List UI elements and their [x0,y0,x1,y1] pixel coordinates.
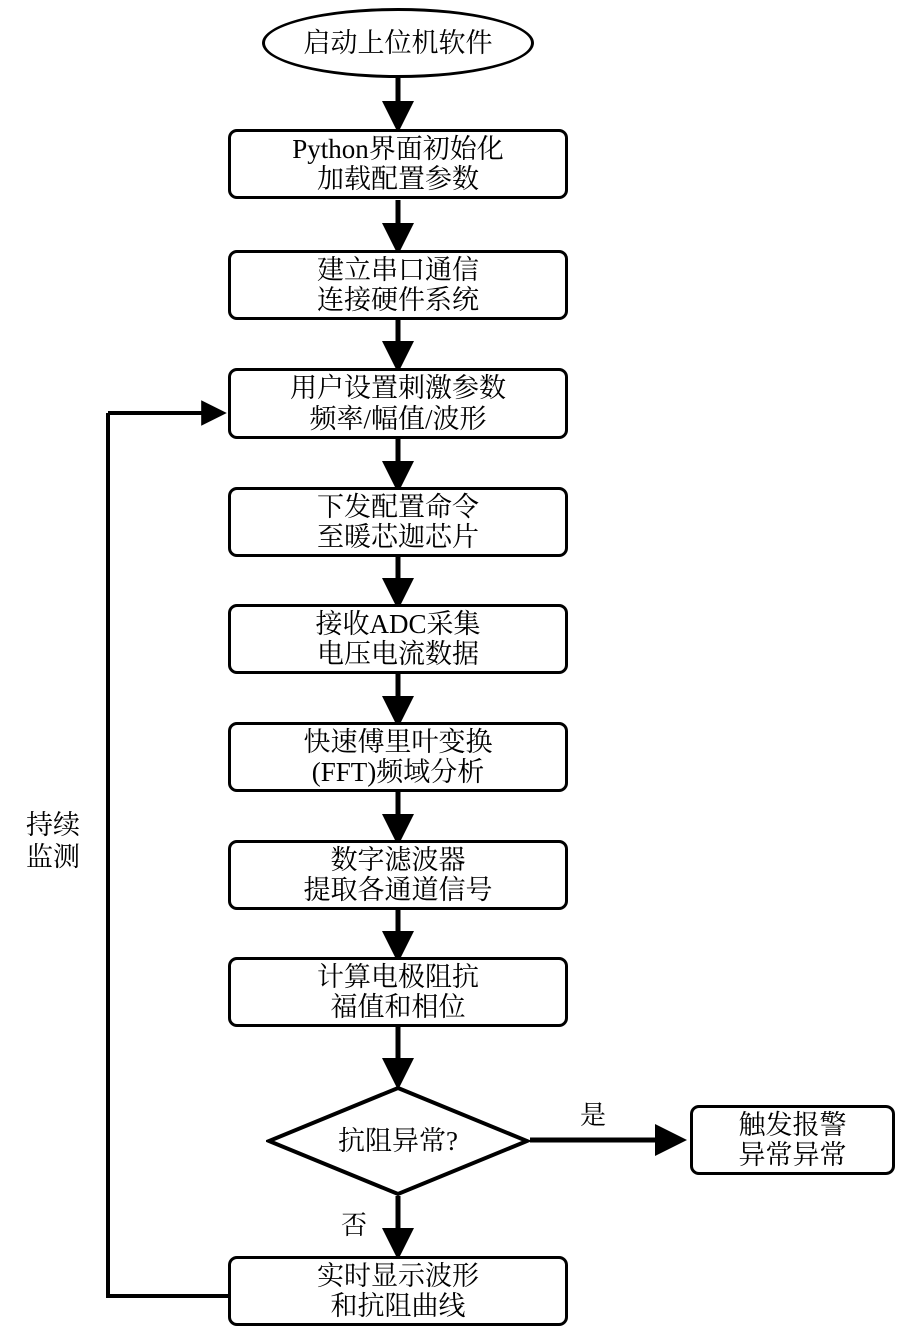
node-send-config-line1: 下发配置命令 [317,491,479,522]
node-start [262,8,534,78]
node-adc-receive [228,604,568,674]
node-serial-line1: 建立串口通信 [317,254,479,285]
node-digital-filter-line2: 提取各通道信号 [303,875,493,905]
node-display [228,1256,568,1326]
node-fft [228,722,568,792]
node-params [228,368,568,439]
loop-label-line1: 持续 [26,810,80,840]
loop-label [14,810,92,874]
node-display-line1: 实时显示波形 [317,1260,479,1291]
node-init-line1: Python界面初始化 [292,133,504,164]
node-send-config-line2: 至暖芯迦芯片 [317,522,479,552]
node-digital-filter-line1: 数字滤波器 [330,844,466,875]
node-impedance-calc [228,957,568,1027]
node-display-line2: 和抗阻曲线 [330,1291,466,1321]
node-start-line1: 启动上位机软件 [303,27,493,58]
edge-label-no: 否 [341,1211,368,1240]
node-adc-receive-line1: 接收ADC采集 [315,608,481,639]
node-params-line1: 用户设置刺激参数 [290,373,506,404]
node-serial [228,250,568,320]
node-fft-line1: 快速傅里叶变换 [303,726,493,757]
edge-label-yes: 是 [580,1101,607,1130]
node-init-line2: 加载配置参数 [317,164,479,194]
node-decision-label: 抗阻异常? [338,1125,458,1156]
node-adc-receive-line2: 电压电流数据 [317,639,479,669]
node-serial-line2: 连接硬件系统 [317,285,479,315]
loop-label-line2: 监测 [26,841,80,872]
node-digital-filter [228,840,568,910]
node-params-line2: 频率/幅值/波形 [309,403,487,434]
node-alarm [690,1105,895,1175]
node-impedance-calc-line1: 计算电极阻抗 [317,961,479,992]
node-alarm-line1: 触发报警 [738,1109,847,1140]
node-decision-impedance-abnormal [266,1085,530,1197]
node-alarm-line2: 异常异常 [738,1140,847,1170]
node-send-config [228,487,568,557]
node-fft-line2: (FFT)频域分析 [311,757,485,787]
node-init [228,129,568,199]
node-impedance-calc-line2: 福值和相位 [330,992,466,1022]
